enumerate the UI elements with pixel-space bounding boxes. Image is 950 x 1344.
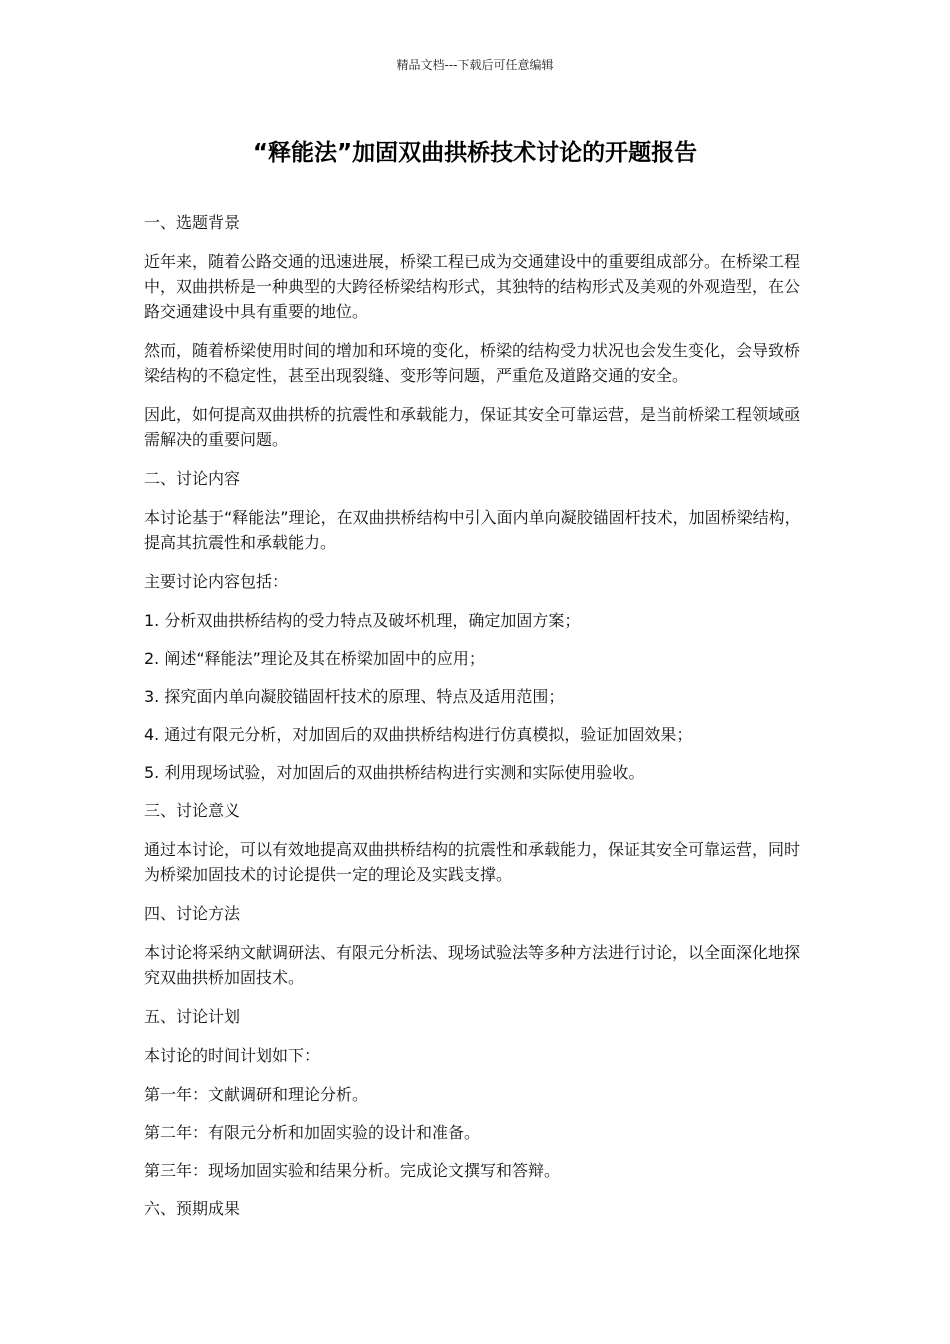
section-heading-significance: 三、讨论意义	[144, 801, 241, 820]
page-header: 精品文档---下载后可任意编辑	[396, 58, 554, 72]
list-item: 第三年：现场加固实验和结果分析。完成论文撰写和答辩。	[144, 1161, 561, 1180]
paragraph-content-2: 主要讨论内容包括：	[144, 572, 289, 591]
paragraph-background-3: 因此，如何提高双曲拱桥的抗震性和承载能力，保证其安全可靠运营，是当前桥梁工程领域亟需解决的重要问题。	[144, 405, 801, 449]
section-heading-background: 一、选题背景	[144, 213, 241, 232]
paragraph-background-2: 然而，随着桥梁使用时间的增加和环境的变化，桥梁的结构受力状况也会发生变化，会导致桥梁结构的不稳定性，甚至出现裂缝、变形等问题，严重危及道路交通的安全。	[144, 341, 801, 385]
paragraph-content-1: 本讨论基于“释能法”理论，在双曲拱桥结构中引入面内单向凝胶锚固杆技术，加固桥梁结构，提高其抗震性和承载能力。	[144, 508, 801, 552]
list-item: 1. 分析双曲拱桥结构的受力特点及破坏机理，确定加固方案；	[144, 611, 581, 630]
list-item: 3. 探究面内单向凝胶锚固杆技术的原理、特点及适用范围；	[144, 687, 565, 706]
paragraph-method: 本讨论将采纳文献调研法、有限元分析法、现场试验法等多种方法进行讨论，以全面深化地探究双曲拱桥加固技术。	[144, 943, 801, 987]
list-item: 2. 阐述“释能法”理论及其在桥梁加固中的应用；	[144, 649, 485, 668]
section-heading-results: 六、预期成果	[144, 1199, 241, 1218]
list-item: 第二年：有限元分析和加固实验的设计和准备。	[144, 1123, 481, 1142]
paragraph-significance: 通过本讨论，可以有效地提高双曲拱桥结构的抗震性和承载能力，保证其安全可靠运营，同时为桥梁加固技术的讨论提供一定的理论及实践支撑。	[144, 840, 801, 884]
section-heading-content: 二、讨论内容	[144, 469, 241, 488]
document-title: “释能法”加固双曲拱桥技术讨论的开题报告	[252, 140, 698, 166]
paragraph-background-1: 近年来，随着公路交通的迅速进展，桥梁工程已成为交通建设中的重要组成部分。在桥梁工程中，双曲拱桥是一种典型的大跨径桥梁结构形式，其独特的结构形式及美观的外观造型，在公路交通建设中具有重要的地位。	[144, 252, 801, 321]
section-heading-method: 四、讨论方法	[144, 904, 241, 923]
list-item: 第一年：文献调研和理论分析。	[144, 1085, 369, 1104]
document-body	[144, 210, 808, 1235]
paragraph-plan: 本讨论的时间计划如下：	[144, 1046, 321, 1065]
list-item: 4. 通过有限元分析，对加固后的双曲拱桥结构进行仿真模拟，验证加固效果；	[144, 725, 693, 744]
section-heading-plan: 五、讨论计划	[144, 1007, 241, 1026]
list-item: 5. 利用现场试验，对加固后的双曲拱桥结构进行实测和实际使用验收。	[144, 763, 645, 782]
